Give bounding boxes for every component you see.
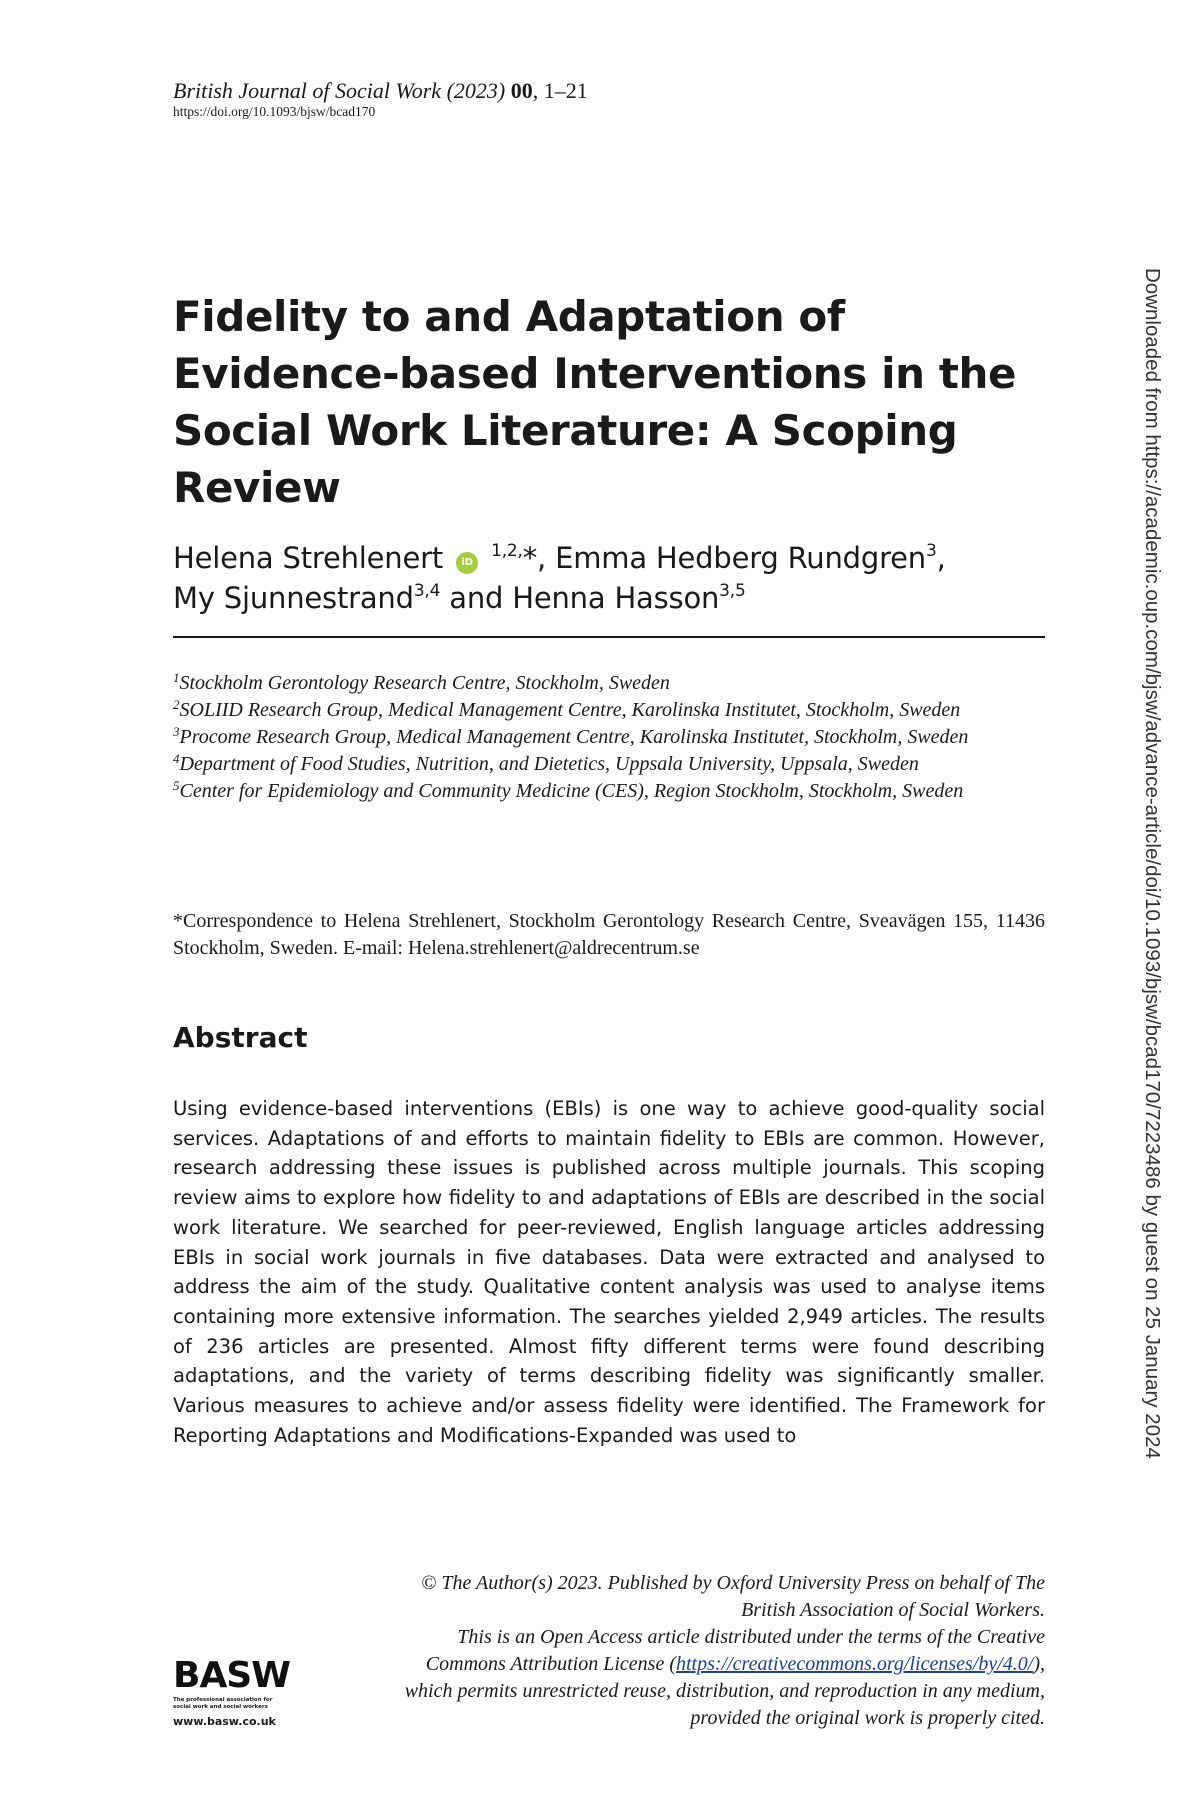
download-watermark (1138, 268, 1166, 1518)
affiliation-text: Procome Research Group, Medical Management Centre, Karolinska Institutet, Stockholm, Sweden (179, 726, 969, 748)
basw-url[interactable]: www.basw.co.uk (173, 1715, 276, 1728)
author-separator: , (537, 541, 556, 575)
orcid-icon[interactable]: iD (456, 552, 478, 574)
affiliation-text: Stockholm Gerontology Research Centre, Stockholm, Sweden (179, 672, 670, 694)
affiliation-number: 1 (173, 670, 180, 685)
journal-volume: 00 (510, 78, 533, 103)
doi-link[interactable]: https://doi.org/10.1093/bjsw/bcad170 (173, 104, 376, 119)
author-name: My Sjunnestrand (173, 581, 414, 615)
affiliation-text: SOLIID Research Group, Medical Management Centre, Karolinska Institutet, Stockholm, Sweden (179, 699, 961, 721)
section-divider (173, 636, 1045, 638)
correspondence-note: *Correspondence to Helena Strehlenert, Stockholm Gerontology Research Centre, Sveavägen 155, 11436 Stockholm, Sweden. E-mail: Helena.strehlenert@aldrecentrum.se (173, 910, 1045, 959)
affiliation-number: 5 (173, 778, 180, 793)
copyright-line: © The Author(s) 2023. Published by Oxford University Press on behalf of The British Association of Social Workers. (421, 1572, 1045, 1621)
abstract-heading: Abstract (173, 1021, 308, 1054)
affiliation-number: 4 (173, 751, 180, 766)
affiliation-item (173, 697, 1053, 724)
author-separator: , (936, 541, 946, 575)
journal-citation (173, 78, 873, 104)
journal-pages: , 1–21 (532, 78, 588, 103)
journal-name: British Journal of Social Work (173, 78, 442, 103)
author-affiliation-marker: 3 (925, 541, 937, 561)
author-affiliation-marker: 3,5 (719, 581, 746, 601)
author-name: Emma Hedberg Rundgren (555, 541, 926, 575)
author-affiliation-marker: 3,4 (413, 581, 441, 601)
author-list (173, 538, 1053, 618)
affiliation-item (173, 751, 1053, 778)
author-affiliation-marker: 1,2, (491, 541, 523, 561)
download-watermark-text: Downloaded from https://academic.oup.com/bjsw/advance-article/doi/10.1093/bjsw/bcad170/7223486 by guest on 25 January 2024 (1141, 268, 1164, 1459)
abstract-text: Using evidence-based interventions (EBIs) is one way to achieve good-quality social services. Adaptations of and efforts to maintain fidelity to EBIs are common. However, research addressing these issues is published across multiple journals. This scoping review aims to explore how fidelity to and adaptations of EBIs are described in the social work literature. We searched for peer-reviewed, English language articles addressing EBIs in social work journals in five databases. Data were extracted and analysed to address the aim of the study. Qualitative content analysis was used to analyse items containing more extensive information. The searches yielded 2,949 articles. The results of 236 articles are presented. Almost fifty different terms were found describing adaptations, and the variety of terms describing fidelity was significantly smaller. Various measures to achieve and/or assess fidelity were identified. The Framework for Reporting Adaptations and Modifications-Expanded was used to (173, 1097, 1045, 1447)
affiliation-number: 2 (173, 697, 180, 712)
affiliation-item (173, 724, 1053, 751)
author-name: Henna Hasson (512, 581, 720, 615)
corresponding-author-star: * (522, 541, 538, 575)
license-text: This is an Open Access article distributed under the terms of the Creative Commons Attribution License ( (425, 1626, 1045, 1675)
author-name: Helena Strehlenert (173, 541, 444, 575)
affiliation-text: Center for Epidemiology and Community Medicine (CES), Region Stockholm, Stockholm, Sweden (179, 780, 964, 802)
affiliation-number: 3 (173, 724, 180, 739)
basw-tagline: The professional association for social work and social workers (173, 1697, 273, 1710)
affiliation-item (173, 778, 1053, 805)
affiliation-text: Department of Food Studies, Nutrition, and Dietetics, Uppsala University, Uppsala, Sweden (179, 753, 919, 775)
copyright-notice (380, 1570, 1045, 1732)
license-text-end: ), which permits unrestricted reuse, distribution, and reproduction in any medium, provided the original work is properly cited. (404, 1653, 1045, 1729)
basw-logo (173, 1655, 293, 1729)
journal-header (173, 78, 873, 120)
author-conjunction: and (440, 581, 513, 615)
license-link[interactable]: https://creativecommons.org/licenses/by/4.0/ (675, 1653, 1034, 1675)
article-title: Fidelity to and Adaptation of Evidence-based Interventions in the Social Work Literature: A Scoping Review (173, 292, 1017, 512)
basw-wordmark: BASW (173, 1655, 290, 1696)
affiliation-list (173, 670, 1053, 805)
affiliation-item (173, 670, 1053, 697)
journal-year: (2023) (446, 78, 506, 103)
